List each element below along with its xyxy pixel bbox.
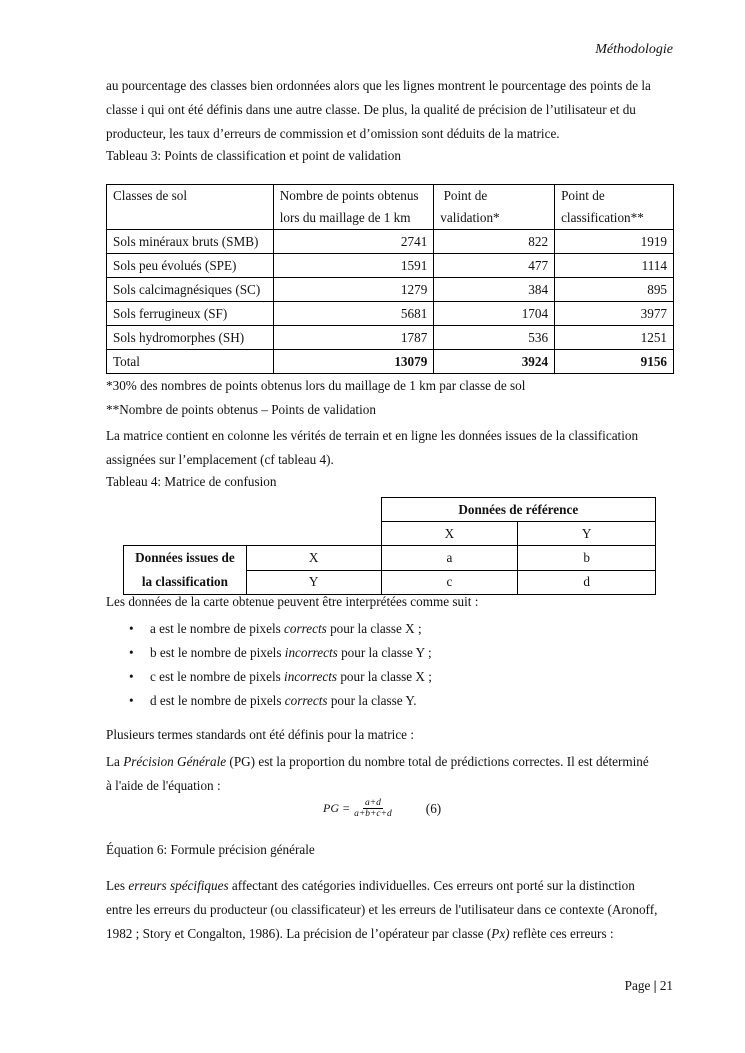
value-cell: 1591 — [273, 254, 434, 278]
cell-b: b — [518, 546, 656, 571]
total-cell: 9156 — [555, 350, 674, 374]
class-row-y: Y — [246, 570, 381, 595]
list-item: • d est le nombre de pixels corrects pour la classe Y. — [106, 689, 432, 713]
value-cell: 1919 — [555, 230, 674, 254]
page-number: 21 — [659, 978, 673, 993]
value-cell: 1787 — [273, 326, 434, 350]
table-row — [107, 326, 674, 350]
page-separator: | — [653, 978, 657, 993]
cell-d: d — [518, 570, 656, 595]
header-cell: Point de classification** — [555, 185, 674, 230]
standards-text: Plusieurs termes standards ont été définis pour la matrice : — [106, 727, 414, 742]
ref-col-x: X — [381, 522, 518, 546]
table3-caption: Tableau 3: Points de classification et point de validation — [106, 148, 401, 163]
class-cell: Sols ferrugineux (SF) — [107, 302, 274, 326]
page-footer — [625, 978, 673, 994]
cell-c: c — [381, 570, 518, 595]
table-header-row — [107, 185, 674, 230]
class-cell: Sols minéraux bruts (SMB) — [107, 230, 274, 254]
classification-row-header: Données issues de la classification — [124, 546, 247, 595]
matrix-line: assignées sur l’emplacement (cf tableau 4). — [106, 452, 334, 467]
intro-paragraph — [106, 74, 674, 146]
bullet-icon: • — [129, 669, 134, 684]
total-cell: 3924 — [434, 350, 555, 374]
header-cell: Classes de sol — [107, 185, 274, 230]
header-cell: Nombre de points obtenus lors du maillage de 1 km — [273, 185, 434, 230]
interpretation-list — [106, 617, 432, 713]
table-row — [107, 278, 674, 302]
class-cell: Sols peu évolués (SPE) — [107, 254, 274, 278]
interp-intro: Les données de la carte obtenue peuvent être interprétées comme suit : — [106, 594, 479, 609]
intro-line: producteur, les taux d’erreurs de commission et d’omission sont déduits de la matrice. — [106, 126, 560, 141]
bullet-icon: • — [129, 693, 134, 708]
errors-paragraph: Les erreurs spécifiques affectant des catégories individuelles. Ces erreurs ont porté sur la distinction entre les erreurs du producteur (ou classificateur) et les erreurs de l'utilisateur dans ce contexte (Aronoff, 1982 ; Story et Congalton, 1986). La précision de l’opérateur par classe (Px) reflète ces erreurs : — [106, 878, 658, 941]
intro-line: classe i qui ont été définis dans une autre classe. De plus, la qualité de précision de l’utilisateur et du — [106, 102, 636, 117]
class-cell: Total — [107, 350, 274, 374]
points-table — [106, 184, 674, 374]
table3-note: **Nombre de points obtenus – Points de validation — [106, 402, 376, 417]
value-cell: 1279 — [273, 278, 434, 302]
class-row-x: X — [246, 546, 381, 571]
table3-note: *30% des nombres de points obtenus lors du maillage de 1 km par classe de sol — [106, 378, 526, 393]
table-row — [107, 230, 674, 254]
table4-caption: Tableau 4: Matrice de confusion — [106, 474, 277, 489]
value-cell: 3977 — [555, 302, 674, 326]
equation-numerator: a+d — [364, 798, 381, 808]
value-cell: 2741 — [273, 230, 434, 254]
value-cell: 1251 — [555, 326, 674, 350]
total-cell: 13079 — [273, 350, 434, 374]
header-cell: Point de validation* — [434, 185, 555, 230]
equation-denominator: a+b+c+d — [354, 809, 392, 819]
value-cell: 1704 — [434, 302, 555, 326]
table-row — [107, 254, 674, 278]
value-cell: 5681 — [273, 302, 434, 326]
intro-line: au pourcentage des classes bien ordonnées alors que les lignes montrent le pourcentage des points de la — [106, 78, 651, 93]
table-row — [107, 302, 674, 326]
total-row — [107, 350, 674, 374]
page-label: Page — [624, 978, 651, 993]
value-cell: 536 — [434, 326, 555, 350]
class-cell: Sols hydromorphes (SH) — [107, 326, 274, 350]
pg-paragraph: La Précision Générale (PG) est la proportion du nombre total de prédictions correctes. Il est déterminé à l'aide de l'équation : — [106, 754, 649, 793]
list-item: • a est le nombre de pixels corrects pour la classe X ; — [106, 617, 432, 641]
confusion-matrix — [123, 497, 656, 595]
class-cell: Sols calcimagnésiques (SC) — [107, 278, 274, 302]
matrix-line: La matrice contient en colonne les vérités de terrain et en ligne les données issues de la classification — [106, 428, 639, 443]
value-cell: 384 — [434, 278, 555, 302]
matrix-paragraph — [106, 424, 674, 472]
value-cell: 477 — [434, 254, 555, 278]
cell-a: a — [381, 546, 518, 571]
list-item: • c est le nombre de pixels incorrects pour la classe X ; — [106, 665, 432, 689]
value-cell: 822 — [434, 230, 555, 254]
equation-lhs: PG = — [323, 801, 351, 815]
equation-fraction — [354, 798, 392, 819]
running-header: Méthodologie — [595, 42, 673, 57]
equation-number: (6) — [425, 800, 442, 816]
bullet-icon: • — [129, 645, 134, 660]
equation — [323, 798, 441, 819]
list-item: • b est le nombre de pixels incorrects pour la classe Y ; — [106, 641, 432, 665]
equation-caption: Équation 6: Formule précision générale — [106, 842, 315, 857]
ref-col-y: Y — [518, 522, 656, 546]
value-cell: 1114 — [555, 254, 674, 278]
reference-header: Données de référence — [381, 498, 655, 522]
bullet-icon: • — [129, 621, 134, 636]
value-cell: 895 — [555, 278, 674, 302]
